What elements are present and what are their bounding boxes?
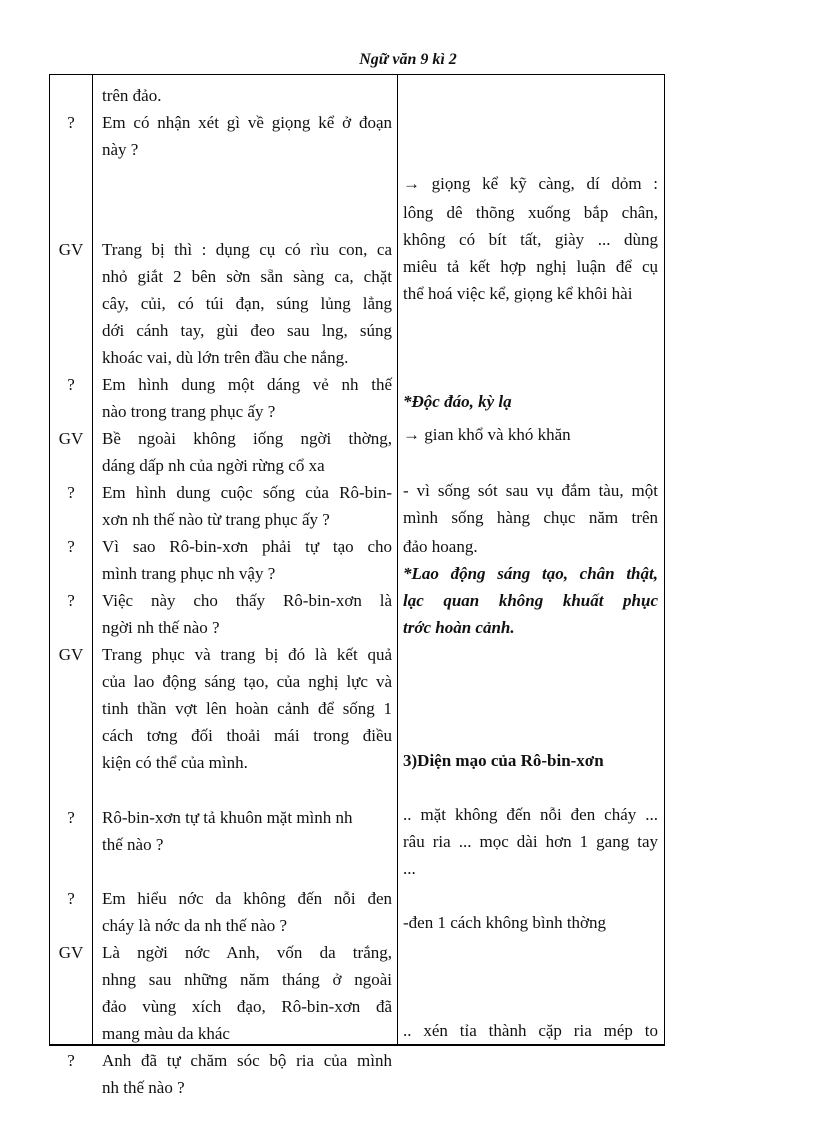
question-line: này ? [102, 140, 139, 159]
answer-line: -đen 1 cách không bình thờng [403, 913, 607, 932]
question-line: mang màu da khác [102, 1024, 230, 1043]
answer-line: râu ria ... mọc dài hơn 1 gang tay [403, 832, 658, 851]
marker: ? [67, 889, 75, 908]
marker: GV [58, 943, 84, 962]
answer-line: .. xén tỉa thành cặp ria mép to [403, 1021, 658, 1040]
answer-emphasis: lạc quan không khuất phục [403, 591, 658, 610]
question-line: nhng sau những năm tháng ở ngoài [102, 970, 392, 989]
marker: ? [67, 591, 75, 610]
question-line: Vì sao Rô-bin-xơn phải tự tạo cho [102, 537, 392, 556]
question-line: tinh thần vợt lên hoàn cảnh để sống 1 [102, 699, 392, 718]
answer-emphasis: trớc hoàn cảnh. [403, 618, 515, 637]
answer-line: miêu tả kết hợp nghị luận để cụ [403, 257, 658, 276]
question-line: dới cánh tay, gùi đeo sau lng, súng [102, 321, 392, 340]
question-line: Em hiểu nớc da không đến nỗi đen [102, 889, 392, 908]
answer-emphasis: *Lao động sáng tạo, chân thật, [403, 564, 658, 583]
question-line: Rô-bin-xơn tự tả khuôn mặt mình nh [102, 808, 353, 827]
marker: ? [67, 537, 75, 556]
question-line: Trang bị thì : dụng cụ có rìu con, ca [102, 240, 392, 259]
question-line: ngời nh thế nào ? [102, 618, 220, 637]
answer-line: đảo hoang. [403, 537, 478, 556]
answer-line: thể hoá việc kể, giọng kể khôi hài [403, 284, 633, 303]
question-line: cách tơng đối thoải mái trong điều [102, 726, 392, 745]
question-line: cháy là nớc da nh thế nào ? [102, 916, 288, 935]
question-line: xơn nh thế nào từ trang phục ấy ? [102, 510, 330, 529]
marker: GV [58, 240, 84, 259]
answer-line: mình sống hàng chục năm trên [403, 508, 658, 527]
question-line: dáng dấp nh của ngời rừng cổ xa [102, 456, 325, 475]
marker: ? [67, 113, 75, 132]
marker: GV [58, 645, 84, 664]
marker: ? [67, 808, 75, 827]
section-heading: 3)Diện mạo của Rô-bin-xơn [403, 751, 604, 770]
answer-line: → gian khổ và khó khăn [403, 425, 571, 444]
answer-line: không có bít tất, giày ... dùng [403, 230, 658, 249]
question-line: Em hình dung một dáng vẻ nh thế [102, 375, 392, 394]
answer-line: - vì sống sót sau vụ đắm tàu, một [403, 481, 658, 500]
answer-heading: *Độc đáo, kỳ lạ [403, 392, 512, 411]
question-line: mình trang phục nh vậy ? [102, 564, 276, 583]
question-line: của lao động sáng tạo, của nghị lực và [102, 672, 392, 691]
question-line: kiện có thể của mình. [102, 753, 248, 772]
marker: GV [58, 429, 84, 448]
question-line: Trang phục và trang bị đó là kết quả [102, 645, 392, 664]
column-divider [92, 75, 93, 1044]
question-line: Em có nhận xét gì về giọng kể ở đoạn [102, 113, 392, 132]
marker: ? [67, 1051, 75, 1070]
lesson-table [49, 74, 665, 1097]
answer-line: .. mặt không đến nỗi đen cháy ... [403, 805, 658, 824]
answer-line: ... [403, 859, 416, 878]
column-divider [397, 75, 398, 1044]
question-line: nhỏ giắt 2 bên sờn sẵn sàng ca, chặt [102, 267, 392, 286]
question-line: nh thế nào ? [102, 1078, 185, 1097]
question-line: nào trong trang phục ấy ? [102, 402, 276, 421]
question-line: đảo vùng xích đạo, Rô-bin-xơn đã [102, 997, 392, 1016]
answer-line: → giọng kể kỹ càng, dí dỏm : [403, 174, 658, 193]
question-line: trên đảo. [102, 86, 162, 105]
question-line: Bề ngoài không iống ngời thờng, [102, 429, 392, 448]
question-line: Việc này cho thấy Rô-bin-xơn là [102, 591, 392, 610]
question-line: Anh đã tự chăm sóc bộ ria của mình [102, 1051, 392, 1070]
question-line: Là ngời nớc Anh, vốn da trắng, [102, 943, 392, 962]
page-header: Ngữ văn 9 kì 2 [359, 51, 457, 68]
marker: ? [67, 375, 75, 394]
answer-line: lông dê thõng xuống bắp chân, [403, 203, 658, 222]
marker: ? [67, 483, 75, 502]
question-line: cây, củi, có túi đạn, súng lủng lẳng [102, 294, 392, 313]
question-line: Em hình dung cuộc sống của Rô-bin- [102, 483, 392, 502]
question-line: khoác vai, dù lớn trên đầu che nắng. [102, 348, 349, 367]
question-line: thế nào ? [102, 835, 164, 854]
